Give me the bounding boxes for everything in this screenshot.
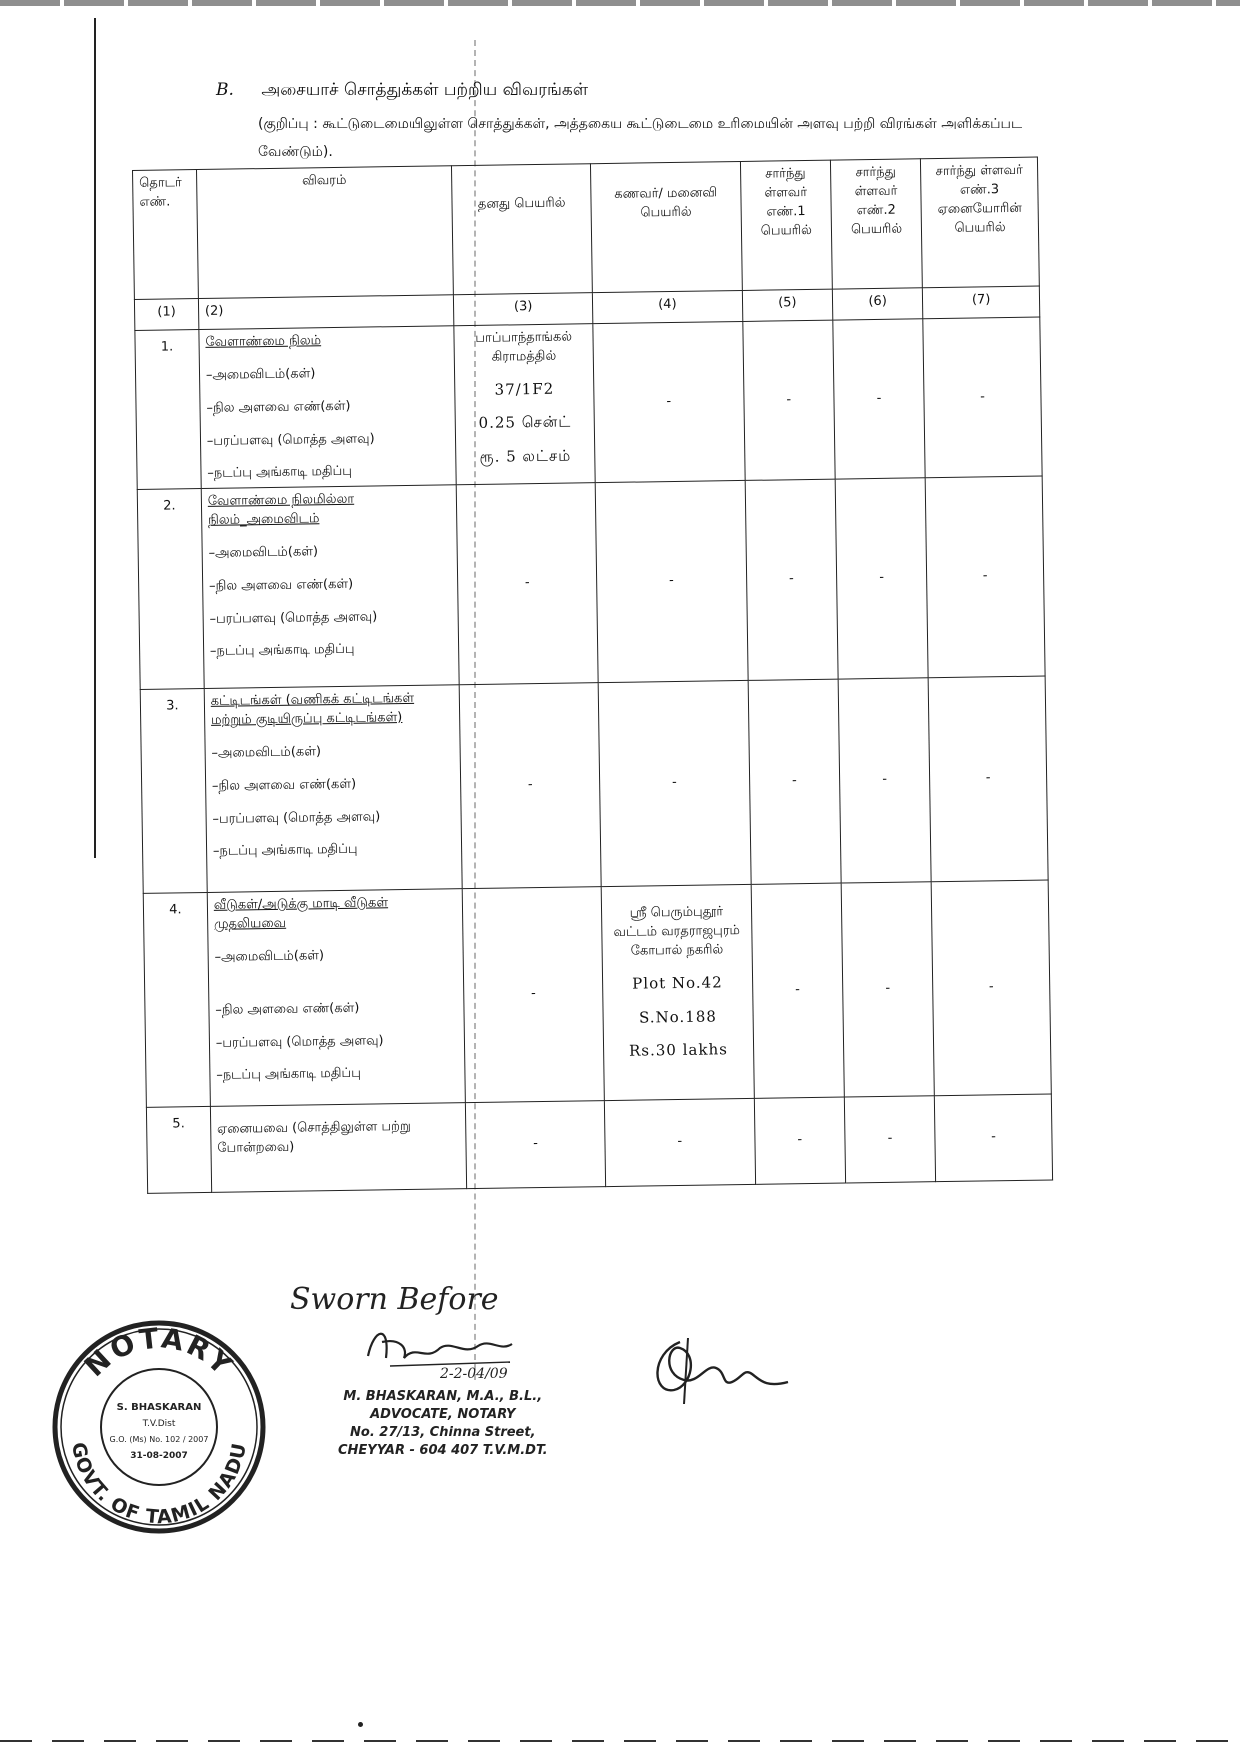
header-dependent-1: சார்ந்து ள்ளவர் எண்.1 பெயரில் <box>740 160 832 290</box>
scan-top-edge <box>0 0 1240 6</box>
seal-date: 31-08-2007 <box>130 1451 188 1461</box>
row-subitem: –பரப்பளவு (மொத்த அளவு) <box>209 609 378 627</box>
seal-go-number: G.O. (Ms) No. 102 / 2007 <box>109 1435 209 1444</box>
col-number: (7) <box>923 286 1040 319</box>
row-serial: 2. <box>137 489 204 690</box>
row-subitem: –நில அளவை எண்(கள்) <box>206 398 351 416</box>
row-subitem: –பரப்பளவு (மொத்த அளவு) <box>206 430 375 449</box>
row-serial: 4. <box>143 893 210 1108</box>
row-subitem: –அமைவிடம்(கள்) <box>211 744 322 761</box>
row-spouse-value: - <box>604 1099 755 1187</box>
spouse-value: Rs.30 lakhs <box>628 1040 728 1060</box>
section-heading <box>216 80 588 102</box>
row-title: கட்டிடங்கள் (வணிகக் கட்டிடங்கள் மற்றும் குடியிருப்பு கட்டிடங்கள்) <box>210 691 415 728</box>
row-description <box>204 685 462 893</box>
row-title: வேளாண்மை நிலமில்லா நிலம்_அமைவிடம் <box>207 491 355 528</box>
row-dep2-value: - <box>838 678 931 883</box>
row-serial: 1. <box>135 330 201 490</box>
deponent-signature <box>640 1334 800 1414</box>
seal-top-text: NOTARY <box>78 1321 241 1384</box>
row-serial: 3. <box>140 689 207 894</box>
col-number: (2) <box>198 295 454 330</box>
spouse-location: ஸ்ரீ பெரும்புதூர் வட்டம் வரதராஜபுரம் கோபால் நகரில் <box>613 904 741 959</box>
row-description <box>201 485 459 689</box>
row-dep1-value: - <box>748 679 841 884</box>
row-self-value <box>454 324 595 485</box>
row-dep3-value: - <box>935 1094 1053 1182</box>
signature-date: 2-2-04/09 <box>440 1366 508 1382</box>
spouse-plot-number: Plot No.42 <box>632 973 723 993</box>
row-subitem: –நில அளவை எண்(கள்) <box>208 576 354 594</box>
table-row <box>146 1094 1052 1193</box>
row-subitem: –பரப்பளவு (மொத்த அளவு) <box>215 1032 384 1051</box>
col-number: (5) <box>742 289 833 321</box>
row-subitem: –பரப்பளவு (மொத்த அளவு) <box>212 808 381 827</box>
row-description <box>207 889 466 1107</box>
row-self-value: - <box>466 1101 606 1189</box>
owner-value: ரூ. 5 லட்சம் <box>479 446 572 467</box>
col-number: (1) <box>134 299 198 331</box>
scan-bottom-edge <box>0 1740 1240 1742</box>
row-self-value: - <box>456 483 598 685</box>
row-subitem: –நடப்பு அங்காடி மதிப்பு <box>207 464 353 482</box>
header-description: விவரம் <box>196 166 453 299</box>
table-header-row <box>133 157 1040 299</box>
seal-area: T.V.Dist <box>142 1419 176 1429</box>
sworn-before-handwriting: Sworn Before <box>290 1282 499 1317</box>
page-margin-line <box>94 18 96 858</box>
spouse-survey-number: S.No.188 <box>638 1006 717 1027</box>
table-row <box>140 676 1048 893</box>
row-subitem: –நில அளவை எண்(கள்) <box>215 1000 360 1018</box>
notary-line: ADVOCATE, NOTARY <box>370 1407 516 1422</box>
scan-speck <box>358 1722 363 1727</box>
col-number: (6) <box>832 288 923 320</box>
row-subitem: –நடப்பு அங்காடி மதிப்பு <box>216 1066 361 1084</box>
table-row <box>137 476 1045 689</box>
header-dependent-2: சார்ந்து ள்ளவர் எண்.2 பெயரில் <box>830 159 922 289</box>
row-spouse-value: - <box>595 481 748 683</box>
row-dep1-value: - <box>751 883 844 1098</box>
notary-address-stamp <box>338 1388 548 1460</box>
row-title: வீடுகள்/அடுக்கு மாடி வீடுகள் முதலியவை <box>213 895 389 932</box>
header-serial: தொடர் எண். <box>133 170 199 300</box>
row-dep1-value: - <box>745 479 838 680</box>
section-note: (குறிப்பு : கூட்டுடைமையிலுள்ள சொத்துக்கள், அத்தகைய கூட்டுடைமை உரிமையின் அளவு பற்றி விரங்கள் அளிக்கப்பட வேண்டும்). <box>258 116 1023 160</box>
row-title: வேளாண்மை நிலம் <box>205 333 322 350</box>
row-dep3-value: - <box>931 880 1051 1096</box>
table-row <box>143 880 1051 1107</box>
col-number: (3) <box>454 293 593 326</box>
row-dep3-value: - <box>925 476 1045 678</box>
section-letter: B. <box>216 80 234 100</box>
row-dep2-value: - <box>833 319 926 480</box>
row-self-value: - <box>459 683 601 889</box>
row-spouse-value: - <box>593 321 745 482</box>
header-spouse <box>590 161 742 292</box>
col-number: (4) <box>592 290 742 323</box>
row-spouse-value <box>601 885 754 1101</box>
row-subitem: –நடப்பு அங்காடி மதிப்பு <box>212 842 358 860</box>
owner-location: பாப்பாந்தாங்கல் கிராமத்தில் <box>475 329 573 365</box>
seal-name: S. BHASKARAN <box>116 1402 202 1413</box>
asset-table-sheet <box>132 157 1054 1240</box>
row-serial: 5. <box>146 1107 211 1194</box>
row-title: ஏனையவை (சொத்திலுள்ள பற்று போன்றவை) <box>216 1119 411 1156</box>
row-subitem: –நடப்பு அங்காடி மதிப்பு <box>209 642 355 660</box>
header-self <box>452 164 593 295</box>
header-dependent-3: சார்ந்து ள்ளவர் எண்.3 ஏனையோரின் பெயரில் <box>921 157 1040 288</box>
row-subitem: –அமைவிடம்(கள்) <box>208 544 319 561</box>
row-dep2-value: - <box>835 478 928 679</box>
seal-bottom-text: GOVT. OF TAMIL NADU <box>67 1440 251 1529</box>
row-self-value: - <box>462 887 604 1103</box>
row-dep1-value: - <box>743 320 836 481</box>
notary-line: CHEYYAR - 604 407 T.V.M.DT. <box>338 1443 548 1458</box>
row-spouse-value: - <box>598 681 751 887</box>
row-dep1-value: - <box>754 1097 846 1184</box>
notary-line: M. BHASKARAN, M.A., B.L., <box>343 1389 543 1404</box>
row-description <box>210 1103 467 1193</box>
row-dep2-value: - <box>841 882 934 1097</box>
notary-line: No. 27/13, Chinna Street, <box>350 1425 536 1440</box>
row-dep3-value: - <box>923 317 1042 478</box>
row-dep2-value: - <box>844 1096 936 1183</box>
table-row <box>135 317 1042 490</box>
row-subitem: –அமைவிடம்(கள்) <box>205 366 316 383</box>
row-dep3-value: - <box>928 676 1048 882</box>
row-subitem: –நில அளவை எண்(கள்) <box>211 776 357 794</box>
owner-extent: 0.25 சென்ட் <box>478 412 572 433</box>
owner-survey-number: 37/1F2 <box>494 379 555 399</box>
section-title: அசையாச் சொத்துக்கள் பற்றிய விவரங்கள் <box>261 80 589 100</box>
header-spouse-text: கணவர்/ மனைவி பெயரில் <box>614 185 718 221</box>
row-description <box>199 326 457 489</box>
header-self-text: தனது பெயரில் <box>477 195 566 212</box>
row-subitem: –அமைவிடம்(கள்) <box>214 948 325 965</box>
notary-seal <box>50 1318 268 1536</box>
immovable-assets-table <box>132 157 1053 1195</box>
